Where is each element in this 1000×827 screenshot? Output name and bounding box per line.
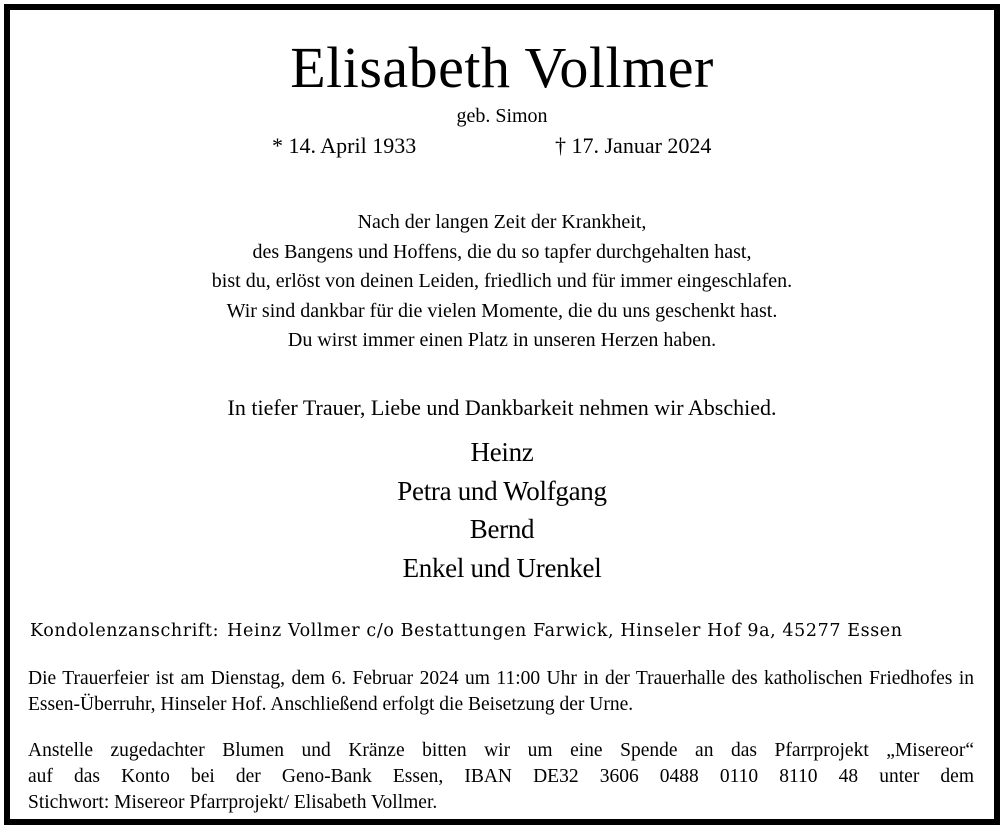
donation-notice	[28, 738, 974, 816]
mourner: Petra und Wolfgang	[397, 475, 607, 506]
poem-line: Nach der langen Zeit der Krankheit,	[357, 211, 647, 233]
death-date: † 17. Januar 2024	[555, 133, 712, 158]
condolence-address	[30, 618, 903, 644]
poem-line: bist du, erlöst von deinen Leiden, friedlich und für immer eingeschlafen.	[211, 270, 793, 292]
poem-line: des Bangens und Hoffens, die du so tapfer durchgehalten hast,	[252, 240, 752, 263]
mourners-list	[10, 433, 994, 587]
donation-line: Anstelle zugedachter Blumen und Kränze bitten wir um eine Spende an das Pfarrprojekt „Misereor“	[28, 740, 974, 761]
deceased-name: Elisabeth Vollmer	[290, 35, 714, 100]
poem-line: Du wirst immer einen Platz in unseren Herzen haben.	[287, 329, 717, 351]
mourner: Bernd	[469, 514, 535, 544]
obituary-frame	[4, 4, 1000, 825]
farewell-line: In tiefer Trauer, Liebe und Dankbarkeit nehmen wir Abschied.	[227, 395, 777, 420]
birth-name: geb. Simon	[456, 105, 548, 127]
donation-line: auf das Konto bei der Geno-Bank Essen, IBAN DE32 3606 0488 0110 8110 48 unter dem	[28, 766, 974, 787]
mourner: Enkel und Urenkel	[402, 552, 602, 583]
condolence-address-text: Heinz Vollmer c/o Bestattungen Farwick, Hinseler Hof 9a, 45277 Essen	[227, 621, 903, 641]
poem-line: Wir sind dankbar für die vielen Momente, die du uns geschenkt hast.	[226, 299, 778, 322]
mourner: Heinz	[470, 437, 534, 467]
funeral-notice: Die Trauerfeier ist am Dienstag, dem 6. Februar 2024 um 11:00 Uhr in der Trauerhalle des katholischen Friedhofes in Essen-Überruhr, Hinseler Hof. Anschließend erfolgt die Beisetzung der Urne.	[28, 668, 974, 715]
poem	[10, 208, 994, 356]
birth-date: * 14. April 1933	[272, 133, 417, 158]
donation-line: Stichwort: Misereor Pfarrprojekt/ Elisabeth Vollmer.	[28, 792, 438, 813]
condolence-label: Kondolenzanschrift:	[30, 621, 220, 641]
